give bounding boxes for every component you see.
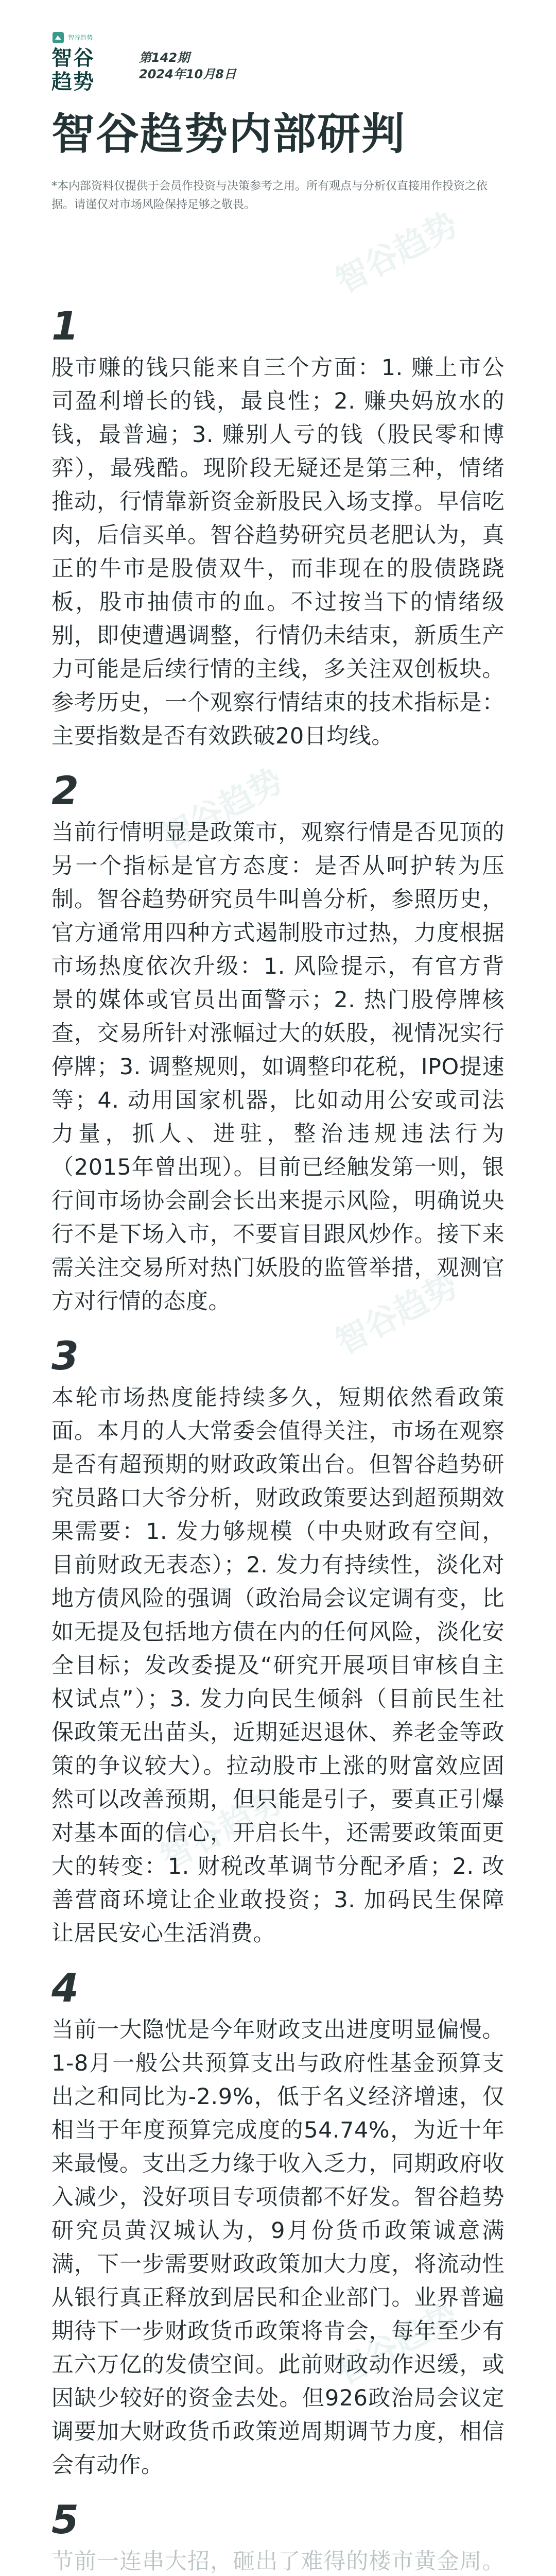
section-text: 当前行情明显是政策市，观察行情是否见顶的另一个指标是官方态度：是否从呵护转为压制。智谷趋势研究员牛叫兽分析，参照历史，官方通常用四种方式遏制股市过热，力度根据市场热度依次升级：1. 风险提示，有官方背景的媒体或官员出面警示；2. 热门股停牌核查，交易所针对涨幅过大的妖股，视情况实行停牌；3. 调整规则，如调整印花税，IPO提速等；4. 动用国家机器，比如动用公安或司法力量，抓人、进驻，整治违规违法行为（2015年曾出现）。目前已经触发第一则，银行间市场协会副会长出来提示风险，明确说央行不是下场入市，不要盲目跟风炒作。接下来需关注交易所对热门妖股的监管举措，观测官方对行情的态度。 <box>51 820 505 1314</box>
section-number: 2 <box>51 768 79 814</box>
section-number: 4 <box>51 1965 79 2011</box>
section-3 <box>51 1333 505 1951</box>
section-2 <box>51 768 505 1318</box>
watermark: 智谷趋势 <box>154 1782 289 1878</box>
section-1 <box>51 303 505 753</box>
issue-date: 2024年10月8日 <box>139 67 236 81</box>
report-header <box>51 31 505 214</box>
section-number: 1 <box>51 303 79 349</box>
section-text: 股市赚的钱只能来自三个方面：1. 赚上市公司盈利增长的钱，最良性；2. 赚央妈放水的钱，最普遍；3. 赚别人亏的钱（股民零和博弈），最残酷。现阶段无疑还是第三种，情绪推动，行情靠新资金新股民入场支撑。早信吃肉，后信买单。智谷趋势研究员老肥认为，真正的牛市是股债双牛，而非现在的股债跷跷板，股市抽债市的血。不过按当下的情绪级别，即使遭遇调整，行情仍未结束，新质生产力可能是后续行情的主线，多关注双创板块。参考历史，一个观察行情结束的技术指标是：主要指数是否有效跌破20日均线。 <box>51 355 505 749</box>
brand-logo <box>51 31 129 94</box>
watermark: 智谷趋势 <box>329 2297 464 2393</box>
issue-info <box>139 49 236 82</box>
section-number: 5 <box>51 2497 79 2543</box>
watermark: 智谷趋势 <box>329 1266 464 1363</box>
logo-caption: 智谷趋势 <box>68 34 93 41</box>
section-text: 本轮市场热度能持续多久，短期依然看政策面。本月的人大常委会值得关注，市场在观察是否有超预期的财政政策出台。但智谷趋势研究员路口大爷分析，财政政策要达到超预期效果需要：1. 发力够规模（中央财政有空间，目前财政无表态）；2. 发力有持续性，淡化对地方债风险的强调（政治局会议定调有变，比如无提及包括地方债在内的任何风险，淡化安全目标；发改委提及“研究开展项目审核自主权试点”）；3. 发力向民生倾斜（目前民生社保政策无出苗头，近期延迟退休、养老金等政策的争议较大）。拉动股市上涨的财富效应固然可以改善预期，但只能是引子，要真正引爆对基本面的信心，开启长牛，还需要政策面更大的转变：1. 财税改革调节分配矛盾；2. 改善营商环境让企业敢投资；3. 加码民生保障让居民安心生活消费。 <box>51 1385 505 1946</box>
section-5-locked <box>51 2497 505 2576</box>
section-4 <box>51 1965 505 2482</box>
report-content <box>51 289 505 2576</box>
brand-mark-icon <box>51 31 65 44</box>
watermark: 智谷趋势 <box>329 205 464 301</box>
section-text-faded: 节前一连串大招，砸出了难得的楼市黄金周。 <box>51 2549 505 2574</box>
issue-number: 第142期 <box>139 50 190 65</box>
section-number: 3 <box>51 1333 79 1379</box>
section-text: 当前一大隐忧是今年财政支出进度明显偏慢。1-8月一般公共预算支出与政府性基金预算支出之和同比为-2.9%，低于名义经济增速，仅相当于年度预算完成度的54.74%，为近十年来最慢。支出乏力缘于收入乏力，同期政府收入减少，没好项目专项债都不好发。智谷趋势研究员黄汉城认为，9月份货币政策诚意满满，下一步需要财政政策加大力度，将流动性从银行真正释放到居民和企业部门。业界普遍期待下一步财政货币政策将肯会，每年至少有五六万亿的发债空间。此前财政动作迟缓，或因缺少较好的资金去处。但926政治局会议定调要加大财政货币政策逆周期调节力度，相信会有动作。 <box>51 2017 505 2478</box>
brand-name: 智谷 趋势 <box>51 46 95 94</box>
watermark: 智谷趋势 <box>154 761 289 858</box>
page-title: 智谷趋势内部研判 <box>51 109 406 159</box>
disclaimer: *本内部资料仅提供于会员作投资与决策参考之用。所有观点与分析仅直接用作投资之依据。请谨仅对市场风险保持足够之敬畏。 <box>51 180 488 211</box>
